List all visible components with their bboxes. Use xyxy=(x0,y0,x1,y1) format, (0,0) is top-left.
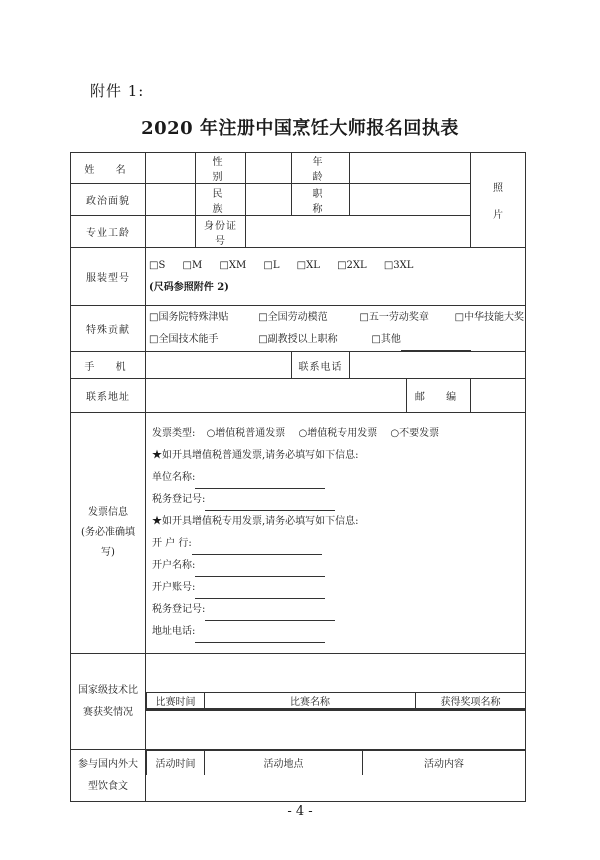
special-invoice-note: ★如开具增值税专用发票,请务必填写如下信息: xyxy=(152,516,359,527)
size-option[interactable]: □XM xyxy=(219,259,247,271)
size-option[interactable]: □2XL xyxy=(337,259,367,271)
awards-table xyxy=(146,692,525,711)
bank-label: 开 户 行: xyxy=(152,538,192,549)
contribution-option[interactable]: □国务院特殊津贴 xyxy=(149,311,229,323)
awards-header: 比赛名称 xyxy=(205,693,416,709)
contribution-option[interactable]: □全国劳动模范 xyxy=(258,311,328,323)
work-years-label: 专业工龄 xyxy=(71,216,146,248)
awards-header: 获得奖项名称 xyxy=(416,693,526,709)
page-number: - 4 - xyxy=(287,804,313,819)
activities-table xyxy=(146,750,525,775)
postcode-field[interactable] xyxy=(471,379,526,413)
normal-invoice-note: ★如开具增值税普通发票,请务必填写如下信息: xyxy=(152,450,359,461)
contribution-option[interactable]: □副教授以上职称 xyxy=(258,333,338,345)
invoice-label: 发票信息 xyxy=(88,507,128,518)
account-name-label: 开户名称: xyxy=(152,560,196,571)
id-label: 身份证号 xyxy=(196,216,246,248)
mobile-label: 手 机 xyxy=(71,352,146,379)
contribution-option[interactable]: □其他 xyxy=(371,333,401,345)
photo-char: 片 xyxy=(493,210,504,221)
activities-label: 参与国内外大型饮食文 xyxy=(71,750,146,802)
contribution-label: 特殊贡献 xyxy=(71,306,146,352)
activities-header: 活动内容 xyxy=(363,751,526,775)
photo-char: 照 xyxy=(493,183,504,194)
title-label: 职 称 xyxy=(292,184,350,216)
invoice-type-option[interactable]: ○不要发票 xyxy=(390,428,440,439)
title-field[interactable] xyxy=(350,184,471,216)
ethnicity-label: 民 族 xyxy=(196,184,246,216)
work-years-field[interactable] xyxy=(146,216,196,248)
page-title: 2020 年注册中国烹饪大师报名回执表 xyxy=(141,118,459,139)
postcode-label: 邮 编 xyxy=(407,379,471,413)
size-note: (尺码参照附件 2) xyxy=(149,281,229,293)
ethnicity-field[interactable] xyxy=(246,184,292,216)
size-option[interactable]: □L xyxy=(263,259,280,271)
name-field[interactable] xyxy=(146,153,196,184)
address-label: 联系地址 xyxy=(71,379,146,413)
contribution-options xyxy=(146,306,526,352)
gender-label: 性 别 xyxy=(196,153,246,184)
gender-field[interactable] xyxy=(246,153,292,184)
phone-label: 联系电话 xyxy=(292,352,350,379)
size-option[interactable]: □M xyxy=(182,259,203,271)
bank-input[interactable] xyxy=(192,543,322,555)
phone-field[interactable] xyxy=(350,352,526,379)
invoice-label-cell xyxy=(71,413,146,654)
politics-label: 政治面貌 xyxy=(71,184,146,216)
contribution-option[interactable]: □中华技能大奖 xyxy=(454,311,525,323)
photo-box[interactable] xyxy=(471,153,526,248)
address-field[interactable] xyxy=(146,379,407,413)
contribution-option[interactable]: □五一劳动奖章 xyxy=(359,311,429,323)
invoice-section xyxy=(146,413,526,654)
addr-phone-label: 地址电话: xyxy=(152,626,196,637)
size-label: 服装型号 xyxy=(71,248,146,306)
tax-id-label: 税务登记号: xyxy=(152,494,206,505)
tax-id-input[interactable] xyxy=(205,499,335,511)
size-option[interactable]: □XL xyxy=(296,259,320,271)
tax-id2-label: 税务登记号: xyxy=(152,604,206,615)
other-input-line[interactable] xyxy=(401,339,471,351)
contribution-option[interactable]: □全国技术能手 xyxy=(149,333,219,345)
awards-header: 比赛时间 xyxy=(147,693,205,709)
registration-form xyxy=(70,152,526,802)
activities-header: 活动地点 xyxy=(205,751,363,775)
age-label: 年 龄 xyxy=(292,153,350,184)
age-field[interactable] xyxy=(350,153,471,184)
politics-field[interactable] xyxy=(146,184,196,216)
account-name-input[interactable] xyxy=(195,565,325,577)
attachment-label: 附件 1: xyxy=(90,82,145,100)
awards-table-cell xyxy=(146,654,526,750)
invoice-type-option[interactable]: ○增值税专用发票 xyxy=(298,428,378,439)
mobile-field[interactable] xyxy=(146,352,292,379)
activities-header: 活动时间 xyxy=(147,751,205,775)
company-input[interactable] xyxy=(195,477,325,489)
size-options xyxy=(146,248,526,306)
size-option[interactable]: □S xyxy=(149,259,166,271)
invoice-type-option[interactable]: ○增值税普通发票 xyxy=(206,428,286,439)
invoice-label-note: (务必准确填写) xyxy=(81,527,135,558)
activities-table-cell xyxy=(146,750,526,802)
table-row xyxy=(147,711,526,712)
name-label: 姓 名 xyxy=(71,153,146,184)
company-label: 单位名称: xyxy=(152,472,196,483)
invoice-type-label: 发票类型: xyxy=(152,428,196,439)
tax-id2-input[interactable] xyxy=(205,609,335,621)
account-no-label: 开户账号: xyxy=(152,582,196,593)
id-field[interactable] xyxy=(246,216,471,248)
addr-phone-input[interactable] xyxy=(195,631,325,643)
account-no-input[interactable] xyxy=(195,587,325,599)
size-option[interactable]: □3XL xyxy=(383,259,414,271)
awards-label: 国家级技术比赛获奖情况 xyxy=(71,654,146,750)
